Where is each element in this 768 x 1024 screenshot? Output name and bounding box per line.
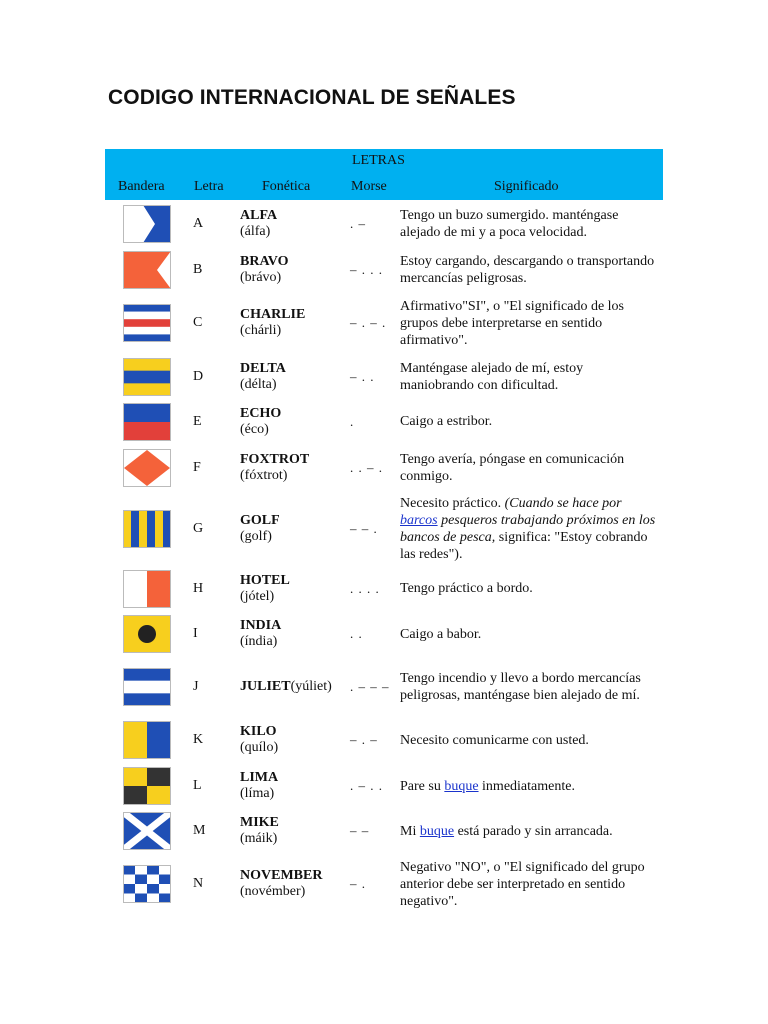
phonetic-word: DELTA: [240, 360, 286, 376]
pronunciation: (índia): [240, 634, 278, 649]
pronunciation: (novémber): [240, 884, 306, 899]
meaning-cell: [400, 354, 663, 399]
phonetic-cell: [240, 354, 350, 399]
phonetic-word: NOVEMBER: [240, 868, 323, 883]
morse-cell: – .: [350, 876, 366, 891]
pronunciation: (chárli): [240, 323, 282, 338]
phonetic-cell: [240, 763, 350, 809]
phonetic-cell: [240, 200, 350, 247]
flag-mike-icon: [123, 812, 171, 850]
letter-cell: A: [193, 215, 204, 231]
letter-cell: N: [193, 876, 204, 891]
header-col-letra: Letra: [194, 179, 224, 194]
phonetic-word: ECHO: [240, 405, 282, 421]
morse-cell: . .: [350, 626, 363, 641]
flag-bravo-icon: [123, 251, 171, 289]
flag-cell: [105, 853, 189, 915]
letter-cell: J: [193, 679, 199, 694]
morse-cell: – – .: [350, 520, 378, 536]
meaning-text: Pare su: [400, 778, 445, 794]
header-col-fonetica: Fonética: [262, 179, 311, 194]
flag-cell: [105, 809, 189, 853]
flag-delta-icon: [123, 358, 171, 396]
table-row: [105, 566, 663, 611]
flag-kilo-icon: [123, 721, 171, 759]
meaning-link[interactable]: buque: [444, 778, 479, 794]
table-row: [105, 399, 663, 444]
meaning-cell: [400, 292, 663, 354]
morse-cell: . –: [350, 215, 366, 231]
phonetic-cell: [240, 566, 350, 611]
flag-november-icon: [123, 865, 171, 903]
meaning-text: Caigo a babor.: [400, 626, 482, 642]
letter-cell: L: [193, 778, 202, 793]
meaning-cell: [400, 717, 663, 763]
letter-cell: I: [193, 626, 198, 641]
morse-cell: – –: [350, 823, 370, 838]
meaning-text: Estoy cargando, descargando o transportando mercancías peligrosas.: [400, 253, 655, 286]
table-row: [105, 763, 663, 809]
flag-cell: [105, 247, 189, 292]
meaning-text: Tengo avería, póngase en comunicación conmigo.: [400, 451, 625, 484]
phonetic-word: JULIET: [240, 679, 291, 694]
flag-cell: [105, 399, 189, 444]
flag-cell: [105, 611, 189, 657]
letter-cell: E: [193, 413, 202, 429]
table-row: [105, 809, 663, 853]
flag-cell: [105, 763, 189, 809]
morse-cell: . . . .: [350, 580, 380, 596]
letter-cell: K: [193, 732, 204, 747]
meaning-text: Necesito comunicarme con usted.: [400, 732, 589, 748]
meaning-cell: [400, 399, 663, 444]
meaning-text: Necesito práctico.: [400, 495, 505, 511]
phonetic-cell: [240, 247, 350, 292]
flags-table-body: [105, 200, 663, 915]
flag-cell: [105, 657, 189, 717]
table-row: [105, 444, 663, 491]
letter-cell: F: [193, 459, 201, 475]
table-row: [105, 611, 663, 657]
morse-cell: – . –: [350, 732, 378, 747]
flag-echo-icon: [123, 403, 171, 441]
pronunciation: (brávo): [240, 269, 282, 285]
letter-cell: H: [193, 580, 204, 596]
table-row: [105, 853, 663, 915]
meaning-cell: [400, 853, 663, 915]
meaning-text: Caigo a estribor.: [400, 414, 493, 429]
table-row: [105, 200, 663, 247]
phonetic-cell: [240, 399, 350, 444]
meaning-text: significa: "Estoy cobrando las redes").: [400, 529, 648, 562]
table-row: [105, 354, 663, 399]
phonetic-cell: [240, 292, 350, 354]
flag-juliet-icon: [123, 668, 171, 706]
meaning-cell: [400, 809, 663, 853]
flag-lima-icon: [123, 767, 171, 805]
flag-cell: [105, 292, 189, 354]
meaning-text: Tengo un buzo sumergido. manténgase alejado de mi y a poca velocidad.: [400, 207, 619, 240]
phonetic-word: BRAVO: [240, 253, 289, 269]
phonetic-word: ALFA: [240, 207, 278, 223]
flag-golf-icon: [123, 510, 171, 548]
phonetic-cell: [240, 717, 350, 763]
morse-cell: .: [350, 413, 355, 429]
table-row: [105, 717, 663, 763]
pronunciation: (quílo): [240, 740, 279, 755]
phonetic-cell: [240, 444, 350, 491]
table-row: [105, 292, 663, 354]
flag-hotel-icon: [123, 570, 171, 608]
pronunciation: (álfa): [240, 223, 271, 239]
morse-cell: – . . .: [350, 261, 383, 277]
header-col-morse: Morse: [351, 179, 387, 194]
table-row: [105, 247, 663, 292]
pronunciation: (golf): [240, 528, 272, 544]
flag-cell: [105, 200, 189, 247]
meaning-cell: [400, 247, 663, 292]
letter-cell: M: [193, 823, 206, 838]
phonetic-cell: [240, 611, 350, 657]
phonetic-cell: [240, 491, 350, 566]
phonetic-cell: [240, 657, 350, 717]
flag-cell: [105, 444, 189, 491]
phonetic-word: INDIA: [240, 618, 282, 633]
meaning-cell: [400, 566, 663, 611]
morse-cell: – . .: [350, 368, 375, 384]
phonetic-word: KILO: [240, 724, 277, 739]
table-row: [105, 491, 663, 566]
morse-cell: . . – .: [350, 459, 383, 475]
phonetic-word: CHARLIE: [240, 307, 306, 322]
header-col-significado: Significado: [494, 179, 559, 194]
phonetic-word: LIMA: [240, 770, 279, 785]
meaning-text: Tengo incendio y llevo a bordo mercancías peligrosas, manténgase bien alejado de mí.: [400, 671, 641, 703]
pronunciation: (líma): [240, 786, 275, 801]
meaning-text: inmediatamente.: [478, 778, 575, 794]
flag-cell: [105, 566, 189, 611]
header-col-bandera: Bandera: [118, 179, 165, 194]
flags-table: [105, 200, 663, 915]
flag-foxtrot-icon: [123, 449, 171, 487]
pronunciation: (máik): [240, 831, 278, 846]
meaning-link[interactable]: barcos: [400, 512, 438, 528]
phonetic-word: HOTEL: [240, 572, 290, 588]
meaning-cell: [400, 763, 663, 809]
flag-alfa-icon: [123, 205, 171, 243]
pronunciation: (éco): [240, 421, 269, 437]
flag-cell: [105, 717, 189, 763]
meaning-text: Afirmativo"SI", o "El significado de los grupos debe interpretarse en sentido afirmativo".: [400, 298, 624, 348]
letter-cell: D: [193, 368, 204, 384]
meaning-cell: [400, 611, 663, 657]
letter-cell: G: [193, 520, 204, 536]
meaning-cell: [400, 657, 663, 717]
meaning-text: Mi: [400, 823, 420, 839]
phonetic-word: MIKE: [240, 815, 279, 830]
meaning-text: Negativo "NO", o "El significado del grupo anterior debe ser interpretado en sentido negativo".: [400, 859, 645, 909]
meaning-text: pesqueros trabajando próximos en los bancos de pesca,: [400, 512, 656, 545]
page-title: CODIGO INTERNACIONAL DE SEÑALES: [108, 86, 516, 109]
meaning-text: Manténgase alejado de mí, estoy maniobrando con dificultad.: [400, 360, 584, 393]
pronunciation: (jótel): [240, 588, 275, 604]
flag-cell: [105, 354, 189, 399]
letter-cell: C: [193, 315, 203, 330]
phonetic-word: FOXTROT: [240, 451, 310, 467]
flag-charlie-icon: [123, 304, 171, 342]
meaning-cell: [400, 444, 663, 491]
pronunciation: (yúliet): [290, 679, 332, 694]
flag-cell: [105, 491, 189, 566]
pronunciation: (délta): [240, 376, 277, 392]
morse-cell: . – – –: [350, 679, 390, 694]
pronunciation: (fóxtrot): [240, 467, 288, 483]
phonetic-cell: [240, 809, 350, 853]
meaning-text: (Cuando se hace por: [504, 495, 622, 511]
meaning-text: está parado y sin arrancada.: [454, 823, 613, 839]
morse-cell: . – . .: [350, 778, 383, 793]
table-row: [105, 657, 663, 717]
letter-cell: B: [193, 261, 203, 277]
meaning-text: Tengo práctico a bordo.: [400, 581, 533, 596]
phonetic-cell: [240, 853, 350, 915]
phonetic-word: GOLF: [240, 512, 280, 528]
morse-cell: – . – .: [350, 315, 387, 330]
meaning-cell: [400, 491, 663, 566]
meaning-link[interactable]: buque: [419, 823, 455, 839]
meaning-cell: [400, 200, 663, 247]
flag-india-icon: [123, 615, 171, 653]
header-group-label: LETRAS: [352, 153, 405, 168]
table-header: [105, 149, 663, 200]
